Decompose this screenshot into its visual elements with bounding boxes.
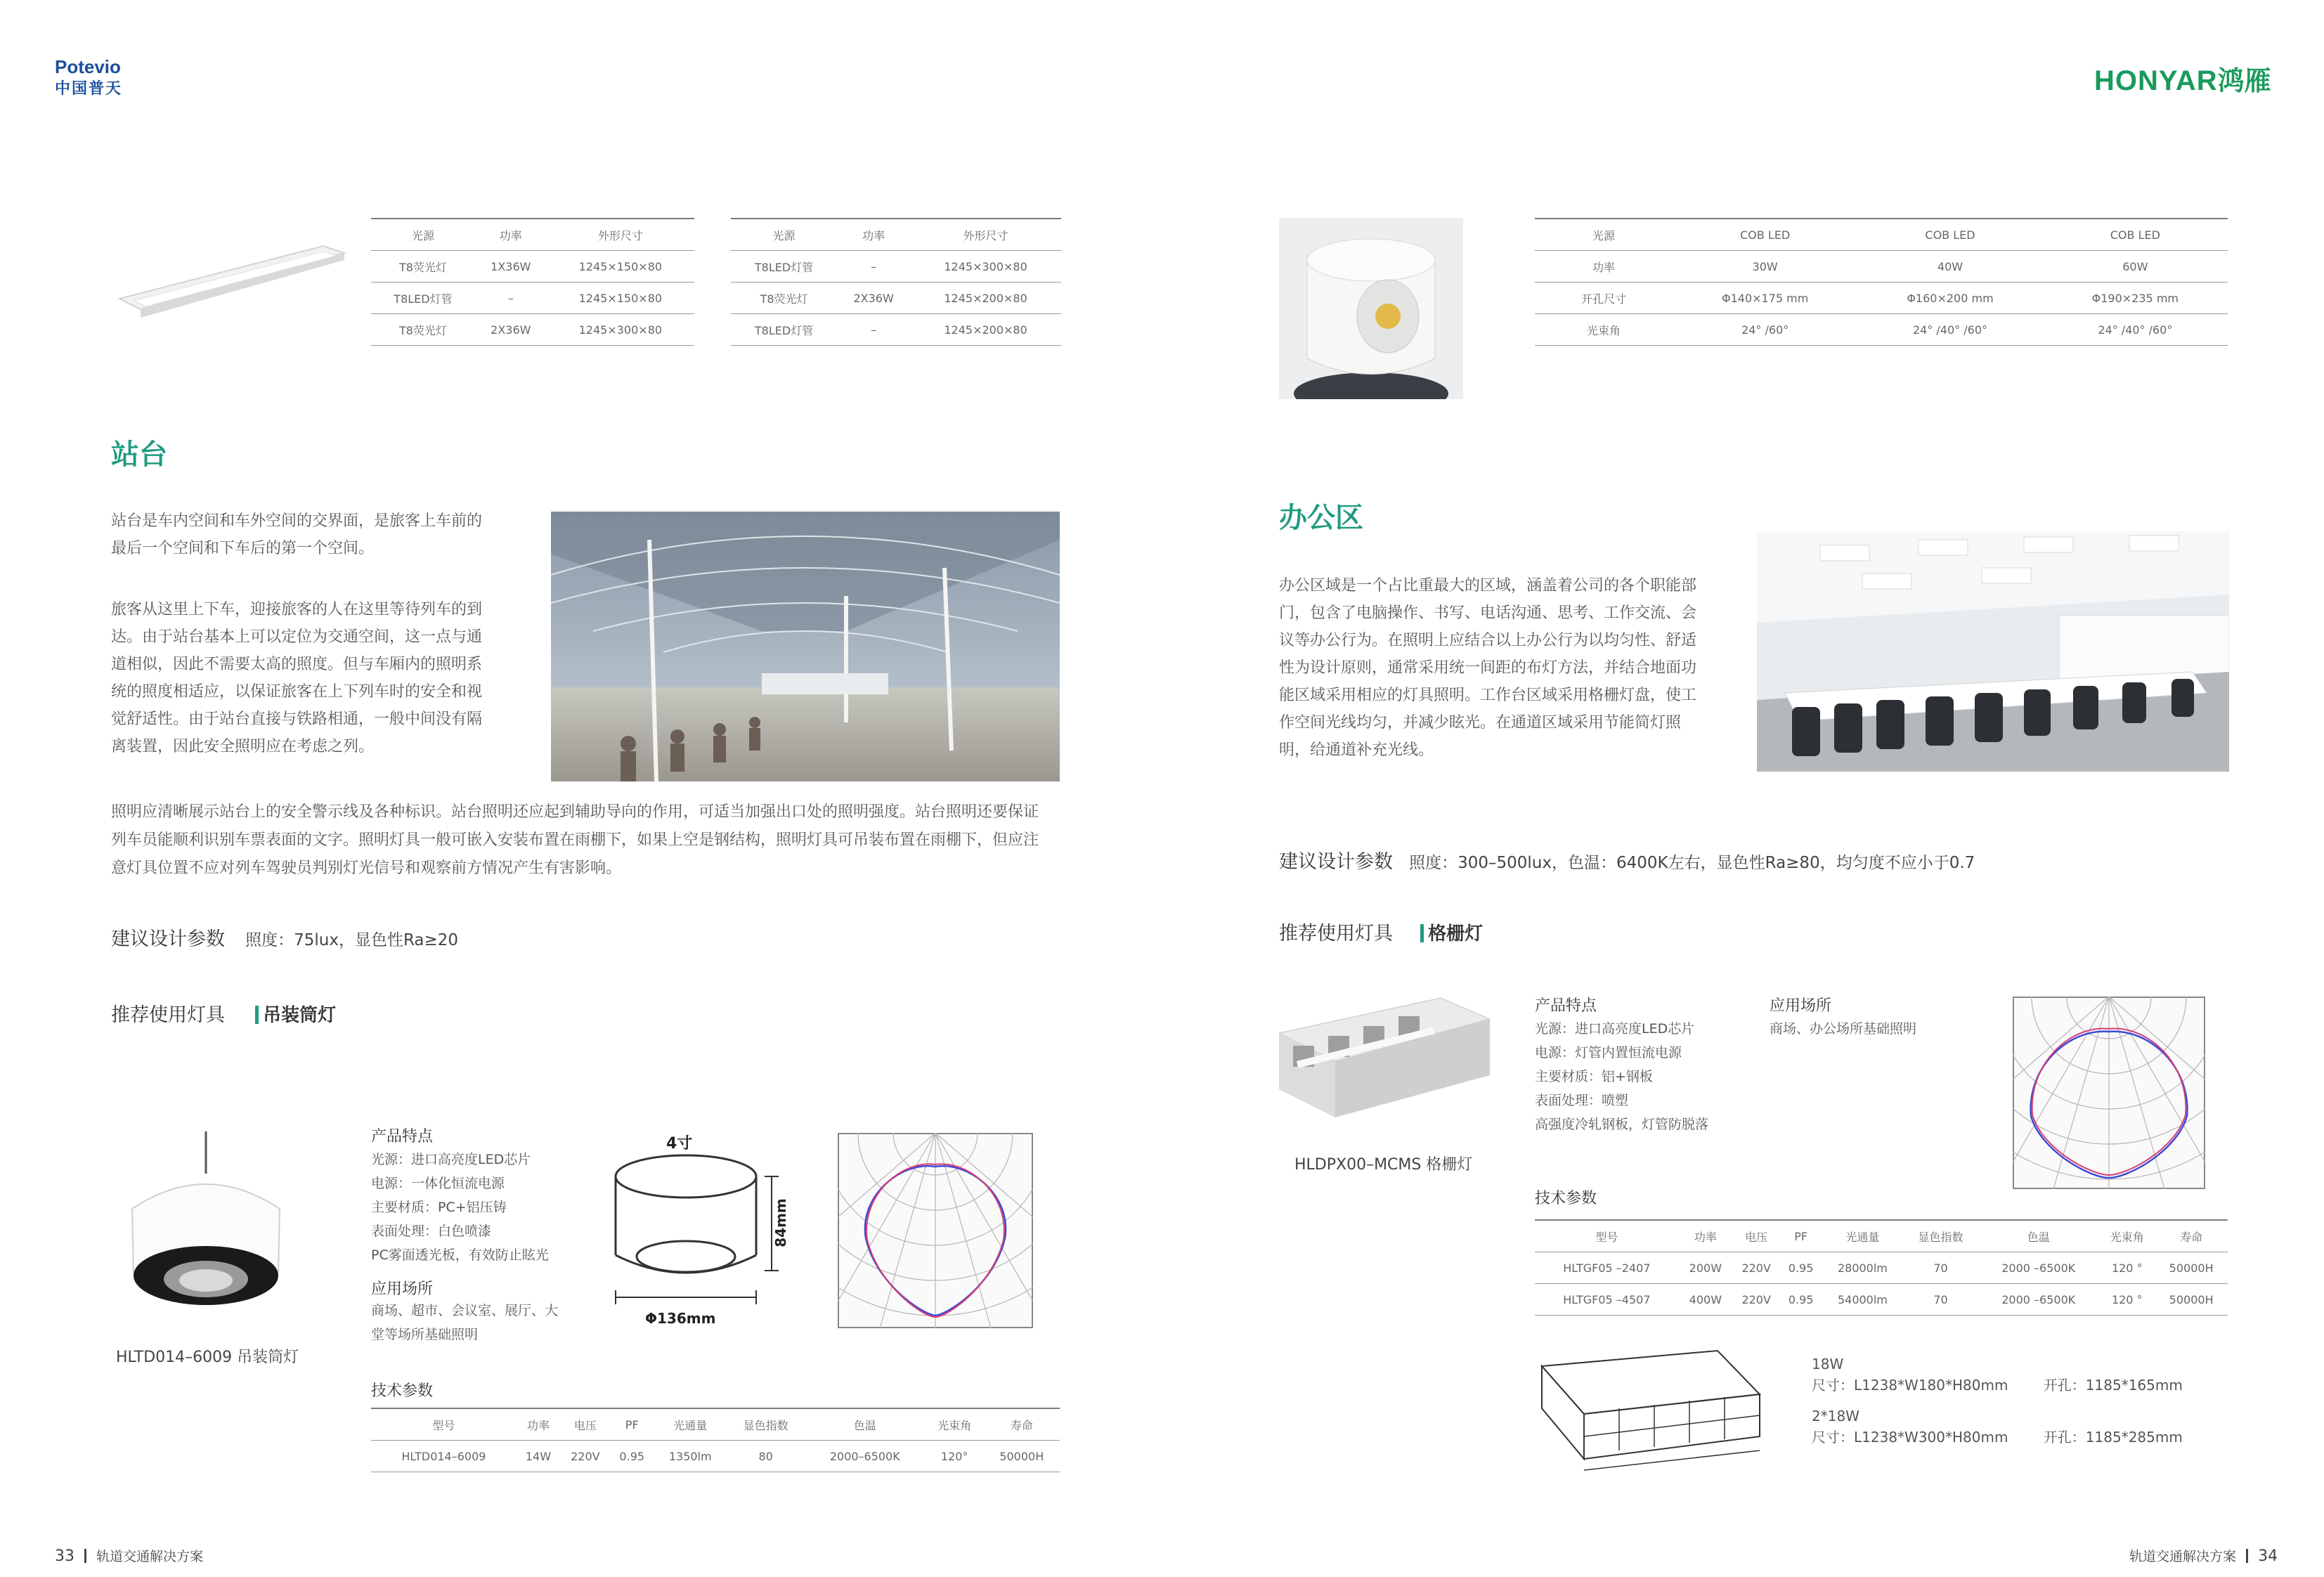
spec-power-single: 18W (1812, 1356, 1844, 1372)
table-cell: 2X36W (853, 291, 894, 305)
table-cell: 2000–6500K (829, 1449, 900, 1463)
table-header-cell: 寿命 (1010, 1418, 1033, 1432)
design-params-left (111, 923, 458, 951)
accent-bar (255, 1006, 259, 1024)
table-header-cell: 色温 (2027, 1230, 2050, 1244)
table-header-cell: 功率 (862, 228, 885, 242)
table-cell: 光束角 (1586, 323, 1621, 337)
cob-spec-table (1535, 218, 2228, 346)
table-cell: 2000 –6500K (2001, 1261, 2076, 1275)
table-cell: 0.95 (1788, 1292, 1814, 1306)
table-header-cell: 寿命 (2180, 1230, 2203, 1244)
office-intro-paragraph (1279, 572, 1715, 764)
table-cell: 14W (525, 1449, 552, 1463)
design-params-right (1279, 846, 1975, 874)
recommend-fixture-left (111, 999, 336, 1027)
design-params-label: 建议设计参数 (111, 928, 225, 950)
feature-line: 电源：灯管内置恒流电源 (1535, 1045, 1682, 1060)
table-header-row (731, 219, 1061, 251)
apps-line: 堂等场所基础照明 (371, 1327, 479, 1342)
apps-title: 应用场所 (1770, 997, 1832, 1015)
table-cell: 1X36W (491, 259, 531, 273)
grille-applications (1770, 994, 1952, 1041)
feature-line: 表面处理：白色喷漆 (371, 1224, 492, 1239)
honyar-logo-en: HONYAR (2094, 65, 2218, 96)
table-row (371, 314, 694, 346)
table-cell: 54000lm (1837, 1292, 1888, 1306)
text-line: 性为设计原则，通常采用统一间距的布灯方法，并结合地面功 (1279, 659, 1697, 677)
honyar-logo-cn: 鸿雁 (2217, 65, 2271, 96)
grille-features (1535, 994, 1746, 1136)
platform-intro-paragraph (111, 507, 505, 562)
drawing-height-label: 84mm (772, 1198, 789, 1247)
tech-params-table-right (1535, 1219, 2228, 1316)
table-cell: 功率 (1592, 260, 1615, 274)
recommend-fixture-right (1279, 918, 1483, 945)
table-header-cell: 光束角 (937, 1418, 972, 1432)
table-header-cell: PF (625, 1417, 639, 1432)
spec-size-double: 尺寸：L1238*W300*H80mm (1812, 1429, 2008, 1446)
table-cell: 40W (1937, 259, 1963, 273)
table-cell: T8LED灯管 (754, 260, 814, 274)
table-header-cell: COB LED (2110, 228, 2160, 242)
spec-hole-double: 开孔：1185*285mm (2043, 1429, 2183, 1446)
table-row (1535, 251, 2228, 283)
spec-size-single-row (1812, 1375, 2205, 1396)
table-cell: 120 ° (2111, 1292, 2143, 1306)
footer-left (55, 1546, 203, 1565)
platform-lighting-paragraph (111, 798, 1067, 883)
pendant-product-caption: HLTD014–6009 吊装筒灯 (116, 1349, 299, 1366)
text-line: 议等办公行为。在照明上应结合以上办公行为以均匀性、舒适 (1279, 632, 1697, 649)
table-cell: 开孔尺寸 (1580, 292, 1626, 306)
light-distribution-diagram-left (838, 1133, 1033, 1328)
table-header-cell: COB LED (1925, 228, 1975, 242)
pendant-features (371, 1124, 582, 1346)
accent-bar (1420, 924, 1424, 942)
potevio-logo (55, 56, 153, 98)
table-row (371, 1441, 1060, 1472)
section-title-office: 办公区 (1279, 502, 1363, 534)
text-line: 门，包含了电脑操作、书写、电话沟通、思考、工作交流、会 (1279, 604, 1697, 622)
table-row (371, 283, 694, 314)
text-line: 意灯具位置不应对列车驾驶员判别灯光信号和观察前方情况产生有害影响。 (111, 859, 622, 877)
feature-line: 高强度冷轧钢板，灯管防脱落 (1535, 1117, 1709, 1132)
office-meeting-room-photo (1757, 531, 2229, 772)
text-line: 列车员能顺利识别车票表面的文字。照明灯具一般可嵌入安装布置在雨棚下，如果上空是钢结构，照明灯具可吊装布置在雨棚下，但应注 (111, 831, 1039, 849)
table-header-cell: 光通量 (673, 1418, 708, 1432)
feature-line: PC雾面透光板，有效防止眩光 (371, 1247, 549, 1263)
table-cell: 50000H (2169, 1261, 2214, 1275)
table-cell: Φ160×200 mm (1907, 291, 1994, 305)
table-cell: 1350lm (668, 1449, 712, 1463)
recommend-label: 推荐使用灯具 (1279, 923, 1393, 945)
table-header-cell: 型号 (432, 1418, 455, 1432)
design-params-value: 照度：300–500lux，色温：6400K左右，显色性Ra≥80，均匀度不应小于0.7 (1409, 854, 1975, 872)
table-row (1535, 1252, 2228, 1284)
apps-title: 应用场所 (371, 1280, 434, 1298)
tech-params-title-right: 技术参数 (1535, 1190, 1597, 1207)
table-header-cell: 电压 (573, 1418, 597, 1432)
table-header-cell: 光通量 (1845, 1230, 1880, 1244)
table-cell: – (871, 259, 877, 273)
table-header-cell: 外形尺寸 (963, 228, 1008, 242)
table-header-cell: 色温 (853, 1418, 876, 1432)
station-platform-photo (551, 512, 1060, 781)
text-line: 最后一个空间和下车后的第一个空间。 (111, 540, 375, 557)
text-line: 达。由于站台基本上可以定位为交通空间，这一点与通 (111, 628, 483, 646)
features-title: 产品特点 (1535, 997, 1597, 1015)
spec-size-single: 尺寸：L1238*W180*H80mm (1812, 1377, 2008, 1394)
apps-line: 商场、办公场所基础照明 (1770, 1021, 1917, 1037)
table-cell: 220V (1741, 1292, 1771, 1306)
spec-power-double: 2*18W (1812, 1408, 1859, 1425)
table-row (731, 251, 1061, 283)
table-cell: 220V (571, 1449, 600, 1463)
spec-hole-single: 开孔：1185*165mm (2043, 1377, 2183, 1394)
table-cell: 70 (1933, 1292, 1948, 1306)
table-header-cell: 功率 (1694, 1230, 1717, 1244)
table-cell: 1245×200×80 (944, 323, 1027, 337)
table-cell: 28000lm (1837, 1261, 1888, 1275)
grille-technical-drawing (1535, 1338, 1774, 1479)
table-header-cell: 型号 (1595, 1230, 1618, 1244)
recommend-value: 格栅灯 (1428, 923, 1484, 945)
table-header-cell: 电压 (1745, 1230, 1768, 1244)
grille-light-photo (1279, 991, 1490, 1117)
table-row (731, 314, 1061, 346)
light-distribution-diagram-right (2013, 997, 2205, 1189)
text-line: 站台是车内空间和车外空间的交界面，是旅客上车前的 (111, 512, 483, 530)
drawing-size-label: 4寸 (666, 1135, 693, 1153)
table-cell: 400W (1689, 1292, 1722, 1306)
table-header-row (371, 219, 694, 251)
feature-line: 主要材质：PC+铝压铸 (371, 1200, 507, 1215)
table-cell: 1245×200×80 (944, 291, 1027, 305)
table-cell: 2X36W (491, 323, 531, 337)
downlight-technical-drawing (596, 1122, 800, 1339)
feature-line: 主要材质：铝+钢板 (1535, 1069, 1653, 1084)
recommend-value: 吊装筒灯 (263, 1005, 337, 1026)
table-cell: 120 ° (2111, 1261, 2143, 1275)
table-header-cell: 显色指数 (743, 1418, 788, 1432)
table-cell: 30W (1752, 259, 1778, 273)
table-header-cell: 光源 (411, 228, 434, 242)
feature-line: 光源：进口高亮度LED芯片 (371, 1152, 531, 1167)
table-cell: T8荧光灯 (760, 292, 808, 306)
text-line: 能区域采用相应的灯具照明。工作台区域采用格栅灯盘，使工 (1279, 687, 1697, 704)
apps-line: 商场、超市、会议室、展厅、大 (371, 1303, 559, 1318)
footer-divider (2246, 1549, 2248, 1563)
potevio-logo-text: Potevio (55, 56, 121, 77)
grille-spec-block (1812, 1354, 2205, 1448)
table-cell: 70 (1933, 1261, 1948, 1275)
text-line: 照明应清晰展示站台上的安全警示线及各种标识。站台照明还应起到辅助导向的作用，可适当加强出口处的照明强度。站台照明还要保证 (111, 803, 1039, 821)
table-cell: – (871, 323, 877, 337)
table-cell: 1245×150×80 (578, 259, 663, 273)
table-cell: 0.95 (619, 1449, 645, 1463)
table-cell: 1245×150×80 (578, 291, 663, 305)
footer-title-left: 轨道交通解决方案 (96, 1549, 204, 1564)
table-cell: Φ190×235 mm (2091, 291, 2179, 305)
table-cell: 24° /40° /60° (2098, 323, 2173, 337)
table-cell: 24° /40° /60° (1912, 323, 1987, 337)
table-header-row (1535, 219, 2228, 251)
table-header-cell: 光源 (772, 228, 796, 242)
table-header-cell: 光源 (1592, 228, 1615, 242)
section-title-platform: 站台 (111, 439, 167, 471)
features-title: 产品特点 (371, 1128, 434, 1146)
table-cell: HLTD014–6009 (401, 1449, 486, 1463)
table-cell: 220V (1741, 1261, 1771, 1275)
recommend-label: 推荐使用灯具 (111, 1004, 225, 1026)
table-cell: 50000H (2169, 1292, 2214, 1306)
spec-size-double-row (1812, 1427, 2205, 1448)
table-cell: HLTGF05 –4507 (1563, 1292, 1651, 1306)
feature-line: 光源：进口高亮度LED芯片 (1535, 1021, 1695, 1037)
table-row (371, 251, 694, 283)
cob-downlight-photo (1279, 218, 1463, 399)
table-header-cell: 功率 (499, 228, 522, 242)
table-header-cell: COB LED (1740, 228, 1791, 242)
table-header-row (1535, 1220, 2228, 1252)
table-cell: HLTGF05 –2407 (1563, 1261, 1651, 1275)
table-header-cell: PF (1794, 1229, 1808, 1243)
table-cell: 1245×300×80 (944, 259, 1027, 273)
feature-line: 表面处理：喷塑 (1535, 1093, 1629, 1108)
platform-detail-paragraph (111, 596, 505, 760)
text-line: 旅客从这里上下车，迎接旅客的人在这里等待列车的到 (111, 601, 483, 618)
honyar-logo (2094, 59, 2271, 98)
table-row (731, 283, 1061, 314)
table-cell: T8LED灯管 (394, 292, 453, 306)
table-row (1535, 314, 2228, 346)
footer-right (2129, 1546, 2278, 1565)
table-cell: 50000H (999, 1449, 1044, 1463)
t8-spec-table-a (371, 218, 694, 346)
tech-params-table-left (371, 1408, 1060, 1472)
text-line: 办公区域是一个占比重最大的区域，涵盖着公司的各个职能部 (1279, 577, 1697, 595)
grille-product-caption: HLDPX00–MCMS 格栅灯 (1294, 1156, 1473, 1174)
table-header-cell: 功率 (526, 1418, 550, 1432)
table-cell: – (507, 291, 514, 305)
table-row (1535, 283, 2228, 314)
table-row (1535, 1284, 2228, 1316)
t8-spec-table-b (731, 218, 1061, 346)
pendant-downlight-photo (112, 1131, 316, 1328)
table-cell: 120° (940, 1449, 968, 1463)
text-line: 明，给通道补充光线。 (1279, 741, 1434, 759)
text-line: 离装置，因此安全照明应在考虑之列。 (111, 738, 375, 755)
table-cell: 80 (758, 1449, 773, 1463)
design-params-label: 建议设计参数 (1279, 851, 1393, 873)
table-header-cell: 显色指数 (1918, 1230, 1963, 1244)
table-header-cell: 外形尺寸 (597, 228, 643, 242)
table-cell: 0.95 (1788, 1261, 1814, 1275)
table-cell: Φ140×175 mm (1721, 291, 1809, 305)
feature-line: 电源：一体化恒流电源 (371, 1176, 505, 1191)
table-cell: T8LED灯管 (754, 323, 814, 337)
design-params-value: 照度：75lux，显色性Ra≥20 (245, 931, 459, 949)
table-header-row (371, 1408, 1060, 1441)
page-number-left: 33 (55, 1547, 74, 1565)
table-cell: 1245×300×80 (578, 323, 663, 337)
table-cell: T8荧光灯 (398, 323, 447, 337)
table-cell: T8荧光灯 (398, 260, 447, 274)
table-cell: 60W (2122, 259, 2148, 273)
text-line: 道相似，因此不需要太高的照度。但与车厢内的照明系 (111, 656, 483, 673)
table-cell: 2000 –6500K (2001, 1292, 2076, 1306)
page-number-right: 34 (2258, 1547, 2278, 1565)
drawing-diameter-label: Φ136mm (645, 1310, 716, 1327)
linear-fixture-photo (112, 232, 351, 323)
table-cell: 24° /60° (1741, 323, 1789, 337)
text-line: 统的照度相适应，以保证旅客在上下列车时的安全和视 (111, 683, 483, 701)
tech-params-title-left: 技术参数 (371, 1382, 434, 1400)
text-line: 觉舒适性。由于站台直接与铁路相通，一般中间没有隔 (111, 710, 483, 728)
table-header-cell: 光束角 (2110, 1230, 2144, 1244)
footer-title-right: 轨道交通解决方案 (2129, 1549, 2237, 1564)
table-cell: 200W (1689, 1261, 1722, 1275)
footer-divider (84, 1549, 86, 1563)
potevio-logo-cn: 中国普天 (55, 80, 123, 98)
text-line: 作空间光线均匀，并减少眩光。在通道区域采用节能简灯照 (1279, 714, 1682, 732)
